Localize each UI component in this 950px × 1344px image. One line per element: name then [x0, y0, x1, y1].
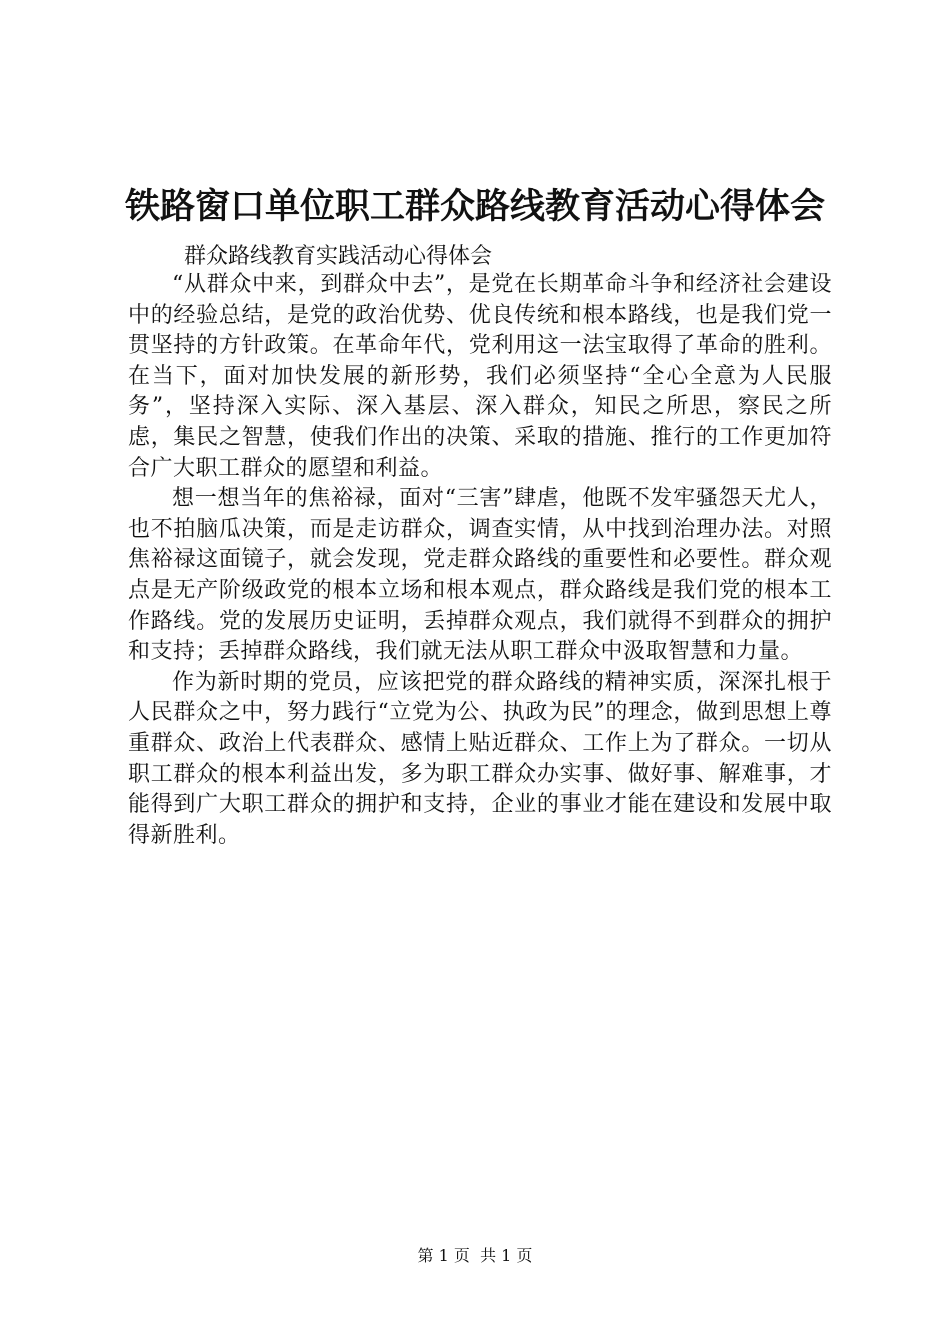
page-title: 铁路窗口单位职工群众路线教育活动心得体会	[124, 187, 825, 227]
paragraph-2: 想一想当年的焦裕禄，面对“三害”肆虐，他既不发牢骚怨天尤人，也不拍脑瓜决策，而是走访群众，调查实情，从中找到治理办法。对照焦裕禄这面镜子，就会发现，党走群众路线的重要性和必要性。群众观点是无产阶级政党的根本立场和根本观点，群众路线是我们党的根本工作路线。党的发展历史证明，丢掉群众观点，我们就得不到群众的拥护和支持；丢掉群众路线，我们就无法从职工群众中汲取智慧和力量。	[128, 486, 832, 665]
document-subtitle: 群众路线教育实践活动心得体会	[184, 244, 493, 269]
paragraph-3: 作为新时期的党员，应该把党的群众路线的精神实质，深深扎根于人民群众之中，努力践行“立党为公、执政为民”的理念，做到思想上尊重群众、政治上代表群众、感情上贴近群众、工作上为了群众。一切从职工群众的根本利益出发，多为职工群众办实事、做好事、解难事，才能得到广大职工群众的拥护和支持，企业的事业才能在建设和发展中取得新胜利。	[128, 669, 832, 848]
document-body	[128, 270, 832, 851]
paragraph-1: “从群众中来，到群众中去”，是党在长期革命斗争和经济社会建设中的经验总结，是党的政治优势、优良传统和根本路线，也是我们党一贯坚持的方针政策。在革命年代，党利用这一法宝取得了革命的胜利。在当下，面对加快发展的新形势，我们必须坚持“全心全意为人民服务”，坚持深入实际、深入基层、深入群众，知民之所思，察民之所虑，集民之智慧，使我们作出的决策、采取的措施、推行的工作更加符合广大职工群众的愿望和利益。	[128, 272, 832, 481]
page-footer: 第 1 页 共 1 页	[417, 1246, 533, 1265]
